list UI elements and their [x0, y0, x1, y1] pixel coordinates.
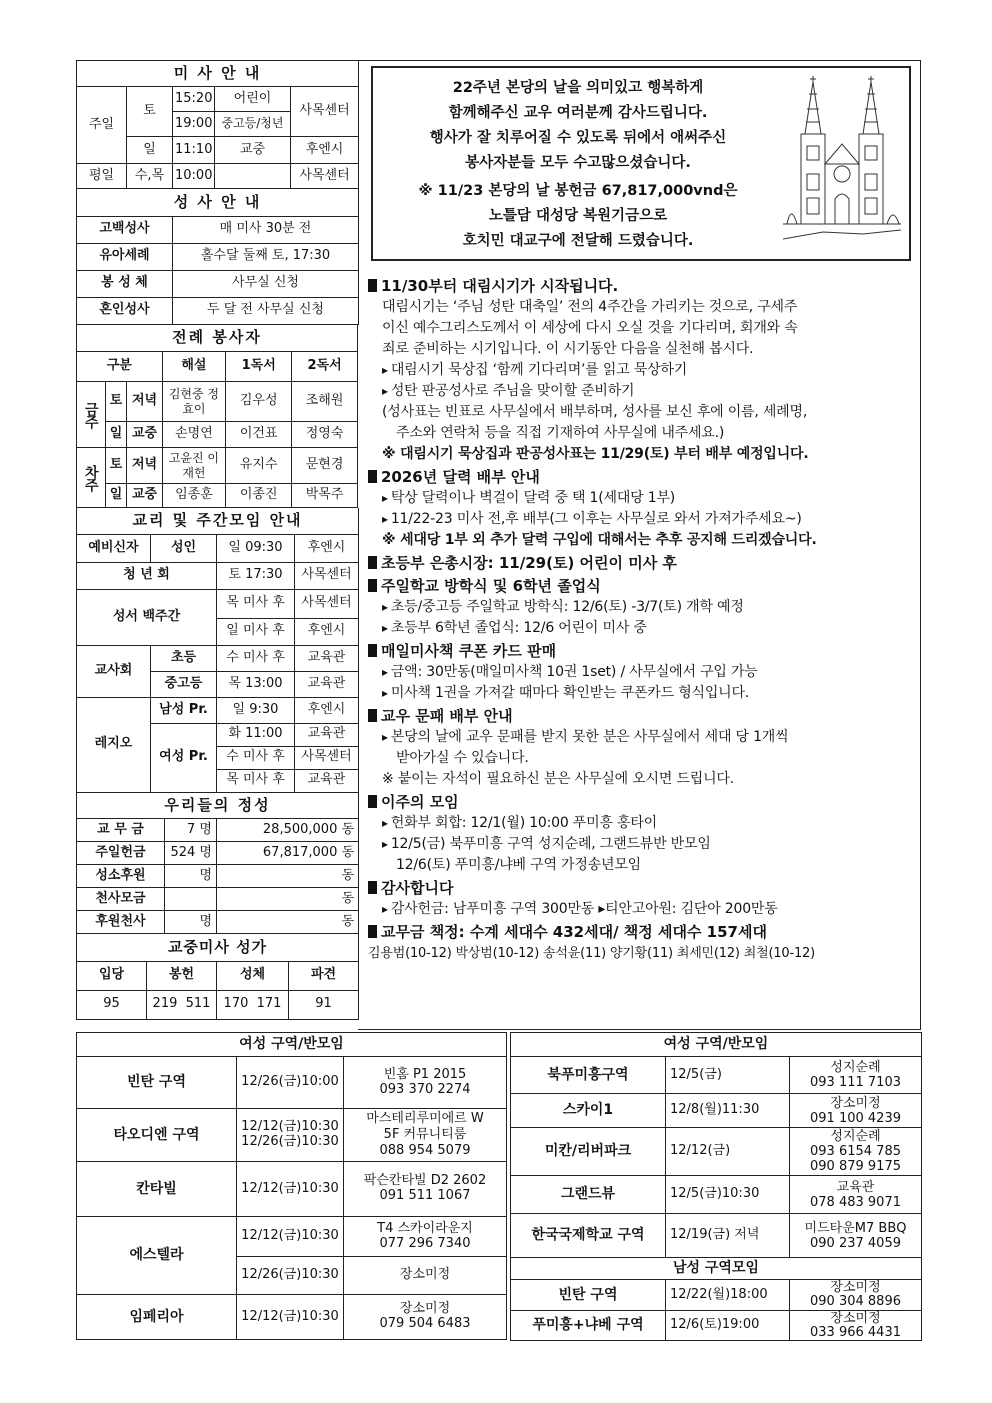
- notice-line: ※ 11/23 본당의 날 봉헌금 67,817,000vnd은: [418, 183, 738, 199]
- group-name: 푸미흥+냐베 구역: [511, 1311, 666, 1341]
- news-section-title: [368, 706, 916, 727]
- news-line: ▸ 11/22-23 미사 전,후 배부(그 이후는 사무실로 와서 가져가주세요~): [368, 509, 916, 530]
- mass-time: 19:00: [173, 112, 215, 137]
- legio-female-place: 교육관: [295, 769, 359, 792]
- square-bullet-icon: [368, 795, 377, 808]
- bible-place: 사목센터: [295, 589, 359, 618]
- notice-line: 행사가 잘 치루어질 수 있도록 뒤에서 애써주신: [429, 130, 727, 146]
- liturgy-mass: 교중: [127, 484, 162, 508]
- offering-name: 성소후원: [77, 865, 165, 888]
- group-place: 교육관: [836, 1179, 875, 1195]
- group-name: 북푸미흥구역: [511, 1057, 666, 1094]
- youth-label: 청 년 회: [77, 562, 217, 589]
- teachers-label: 교사회: [77, 645, 151, 697]
- group-place: 팍슨칸타빌 D2 2602: [363, 1173, 487, 1189]
- square-bullet-icon: [368, 881, 377, 894]
- sacrament-name: 고백성사: [77, 216, 173, 243]
- news-section-title: [368, 641, 916, 662]
- notice-text: [373, 76, 783, 254]
- teacher-time: 수 미사 후: [217, 645, 295, 671]
- legio-female-time: 화 11:00: [217, 723, 295, 746]
- legio-female-place: 사목센터: [295, 746, 359, 769]
- hymn-header: 성체: [217, 961, 289, 990]
- mass-time: 11:10: [173, 137, 215, 164]
- legio-female-time: 수 미사 후: [217, 746, 295, 769]
- offering-name: 후원천사: [77, 911, 165, 934]
- offering-amount: 67,817,000 동: [217, 842, 359, 865]
- women-groups-left: [76, 1032, 507, 1340]
- mass-who: 어린이: [215, 87, 291, 112]
- group-name: 스카이1: [511, 1094, 666, 1128]
- bible-place: 후엔시: [295, 618, 359, 645]
- liturgy-day: 일: [105, 484, 127, 508]
- meetings-table: [76, 508, 359, 793]
- liturgy-day: 토: [105, 382, 127, 422]
- news-line: ▸ 금액: 30만동(매일미사책 10권 1set) / 사무실에서 구입 가능: [368, 662, 916, 683]
- liturgy-r2: 조해원: [292, 382, 358, 422]
- mass-time: 15:20: [173, 87, 215, 112]
- notice-line: 노틀담 대성당 복원기금으로: [488, 208, 668, 224]
- group-place: 장소미정: [344, 1257, 507, 1295]
- sacrament-name: 혼인성사: [77, 297, 173, 324]
- group-phone: 093 370 2274: [379, 1081, 471, 1097]
- notice-line: 22주년 본당의 날을 의미있고 행복하게: [452, 80, 704, 96]
- legio-label: 레지오: [77, 697, 151, 792]
- adult-time: 일 09:30: [217, 534, 295, 562]
- square-bullet-icon: [368, 556, 377, 569]
- square-bullet-icon: [368, 644, 377, 657]
- notice-box: [371, 66, 911, 261]
- offering-name: 천사모금: [77, 888, 165, 911]
- group-date: 12/26(금)10:30: [237, 1257, 344, 1295]
- group-date: 12/12(금)10:30: [241, 1119, 339, 1135]
- sacrament-title: 성 사 안 내: [77, 189, 359, 216]
- news-section-title: [368, 576, 916, 597]
- group-phone: 077 296 7340: [379, 1235, 471, 1251]
- mass-who: 교중: [215, 137, 291, 164]
- group-name: 에스텔라: [77, 1217, 237, 1295]
- square-bullet-icon: [368, 470, 377, 483]
- group-date: 12/12(금)10:30: [237, 1217, 344, 1257]
- offering-name: 교 무 금: [77, 819, 165, 842]
- weekday-label: 평일: [77, 164, 127, 189]
- mass-title: 미 사 안 내: [77, 61, 359, 87]
- catechumen-label: 예비신자: [77, 534, 151, 562]
- news-title-text: 11/30부터 대림시기가 시작됩니다.: [381, 277, 619, 295]
- offering-table: [76, 793, 359, 935]
- notice-line: 함께해주신 교우 여러분께 감사드립니다.: [448, 105, 708, 121]
- meetings-title: 교리 및 주간모임 안내: [77, 508, 359, 534]
- group-name: 빈탄 구역: [77, 1057, 237, 1109]
- group-date: 12/12(금)10:30: [237, 1295, 344, 1340]
- cathedral-illustration: [783, 74, 901, 254]
- news-title-text: 매일미사책 쿠폰 카드 판매: [381, 642, 557, 660]
- group-phone: 090 879 9175: [810, 1159, 901, 1174]
- liturgy-narr: 고윤진 이재헌: [162, 448, 226, 484]
- liturgy-r1: 이건표: [226, 422, 292, 448]
- bible-label: 성서 백주간: [77, 589, 217, 645]
- sacrament-name: 유아세례: [77, 243, 173, 270]
- offering-count: 7 명: [165, 819, 217, 842]
- legio-female-label: 여성 Pr.: [151, 723, 217, 792]
- news-title-text: 교무금 책정: 수계 세대수 432세대/ 책정 세대수 157세대: [381, 923, 767, 941]
- mass-place: 사목센터: [291, 87, 359, 137]
- weekday-who: [215, 164, 291, 189]
- group-place: T4 스카이라운지: [377, 1220, 473, 1236]
- group-place: 마스테리루미에르 W: [366, 1111, 484, 1126]
- teacher-group: 초등: [151, 645, 217, 671]
- offering-amount: 동: [217, 865, 359, 888]
- offering-title: 우리들의 정성: [77, 793, 359, 819]
- group-phone: 079 504 6483: [379, 1316, 471, 1331]
- offering-name: 주일헌금: [77, 842, 165, 865]
- sacrament-value: 매 미사 30분 전: [173, 216, 359, 243]
- youth-place: 사목센터: [295, 562, 359, 589]
- news-line: 이신 예수그리스도께서 이 세상에 다시 오실 것을 기다리며, 회개와 속: [382, 320, 798, 336]
- group-date: 12/12(금): [666, 1128, 790, 1176]
- weekday-time: 10:00: [173, 164, 215, 189]
- news-title-text: 감사합니다: [381, 879, 454, 897]
- group-place: 장소미정: [830, 1095, 881, 1111]
- group-place: 장소미정: [399, 1301, 451, 1317]
- news-line: (성사표는 빈표로 사무실에서 배부하며, 성사를 보신 후에 이름, 세례명,: [382, 404, 808, 420]
- sacrament-name: 봉 성 체: [77, 270, 173, 297]
- offering-amount: 동: [217, 911, 359, 934]
- square-bullet-icon: [368, 579, 377, 592]
- hymn-header: 입당: [77, 961, 147, 990]
- group-date: 12/5(금): [666, 1057, 790, 1094]
- liturgy-r1: 유지수: [226, 448, 292, 484]
- teacher-time: 목 13:00: [217, 671, 295, 697]
- group-date: 12/26(금)10:30: [241, 1134, 339, 1149]
- sacrament-value: 사무실 신청: [173, 270, 359, 297]
- liturgy-r2: 문현경: [292, 448, 358, 484]
- group-phone: 090 237 4059: [810, 1235, 901, 1251]
- group-date: 12/26(금)10:00: [237, 1057, 344, 1109]
- liturgy-r1: 김우성: [226, 382, 292, 422]
- news-line: 받아가실 수 있습니다.: [396, 750, 529, 766]
- news-title-text: 2026년 달력 배부 안내: [381, 468, 540, 486]
- bible-time: 일 미사 후: [217, 618, 295, 645]
- square-bullet-icon: [368, 709, 377, 722]
- news-section-title: [368, 922, 916, 943]
- women-groups-right: [510, 1032, 922, 1341]
- news-title-text: 이주의 모임: [381, 793, 459, 811]
- legio-male-place: 후엔시: [295, 697, 359, 723]
- group-name: 미칸/리버파크: [511, 1128, 666, 1176]
- hymn-header: 봉헌: [147, 961, 217, 990]
- liturgy-day: 토: [105, 448, 127, 484]
- legio-female-place: 교육관: [295, 723, 359, 746]
- sun-label: 일: [127, 137, 173, 164]
- group-name: 빈탄 구역: [511, 1280, 666, 1311]
- liturgy-mass: 저녁: [127, 448, 162, 484]
- news-section-title: [368, 467, 916, 488]
- group-name: 그랜드뷰: [511, 1176, 666, 1214]
- adult-place: 후엔시: [295, 534, 359, 562]
- liturgy-title: 전례 봉사자: [77, 325, 358, 352]
- liturgy-narr: 김현중 정효이: [162, 382, 226, 422]
- hymn-value: 95: [77, 990, 147, 1019]
- hymn-header: 파견: [289, 961, 359, 990]
- hymn-value: 170 171: [217, 990, 289, 1019]
- sat-label: 토: [127, 87, 173, 137]
- group-place: 5F 커뮤니티룸: [383, 1127, 467, 1142]
- news-line: ▸ 감사헌금: 남푸미흥 구역 300만동 ▸티안고아원: 김단아 200만동: [368, 899, 916, 920]
- liturgy-narr: 손명연: [162, 422, 226, 448]
- news-section-title: [368, 276, 916, 297]
- news-line: ▸ 12/5(금) 북푸미흥 구역 성지순례, 그랜드뷰반 반모임: [368, 834, 916, 855]
- offering-count: 명: [165, 911, 217, 934]
- group-date: 12/6(토)19:00: [666, 1311, 790, 1341]
- news-line: ▸ 초등/중고등 주일학교 방학식: 12/6(토) -3/7(토) 개학 예정: [368, 597, 916, 618]
- teacher-group: 중고등: [151, 671, 217, 697]
- news-line: 김용범(10-12) 박상범(10-12) 송석윤(11) 양기황(11) 최세민(12) 최철(10-12): [368, 946, 815, 961]
- group-phone: 088 954 5079: [379, 1143, 471, 1158]
- news-line: ※ 붙이는 자석이 필요하신 분은 사무실에 오시면 드립니다.: [382, 771, 734, 787]
- liturgy-r2: 박목주: [292, 484, 358, 508]
- legio-female-time: 목 미사 후: [217, 769, 295, 792]
- news-line: 죄로 준비하는 시기입니다. 이 시기동안 다음을 실천해 봅시다.: [382, 341, 754, 357]
- liturgy-r1: 이종진: [226, 484, 292, 508]
- liturgy-r2: 정영숙: [292, 422, 358, 448]
- hymn-value: 219 511: [147, 990, 217, 1019]
- offering-count: 524 명: [165, 842, 217, 865]
- news-title-text: 초등부 은총시장: 11/29(토) 어린이 미사 후: [381, 554, 677, 572]
- legio-male-label: 남성 Pr.: [151, 697, 217, 723]
- news-line: 12/6(토) 푸미흥/냐베 구역 가정송년모임: [396, 857, 641, 873]
- sacrament-value: 두 달 전 사무실 신청: [173, 297, 359, 324]
- news-title-text: 교우 문패 배부 안내: [381, 707, 513, 725]
- liturgy-header: 1독서: [226, 352, 292, 382]
- news-line: ▸ 본당의 날에 교우 문패를 받지 못한 분은 사무실에서 세대 당 1개씩: [368, 727, 916, 748]
- weekday-place: 사목센터: [291, 164, 359, 189]
- offering-count: [165, 888, 217, 911]
- group-date: 12/12(금)10:30: [237, 1162, 344, 1217]
- teacher-place: 교육관: [295, 671, 359, 697]
- offering-count: 명: [165, 865, 217, 888]
- news-line: ▸ 성탄 판공성사로 주님을 맞이할 준비하기: [368, 381, 916, 402]
- group-date: 12/5(금)10:30: [666, 1176, 790, 1214]
- news-section: [368, 274, 916, 964]
- week2-label: 차주: [77, 448, 106, 508]
- youth-time: 토 17:30: [217, 562, 295, 589]
- liturgy-table: [76, 325, 358, 509]
- liturgy-mass: 저녁: [127, 382, 162, 422]
- hymns-table: [76, 934, 359, 1020]
- news-line: ※ 세대당 1부 외 추가 달력 구입에 대해서는 추후 공지해 드리겠습니다.: [382, 532, 817, 548]
- sacrament-value: 홀수달 둘째 토, 17:30: [173, 243, 359, 270]
- news-line: 주소와 연락처 등을 직접 기재하여 사무실에 내주세요.): [396, 425, 725, 441]
- mass-place: 후엔시: [291, 137, 359, 164]
- liturgy-header: 2독서: [292, 352, 358, 382]
- sunday-label: 주일: [77, 87, 127, 164]
- liturgy-header: 구분: [77, 352, 163, 382]
- news-line: ▸ 탁상 달력이나 벽걸이 달력 중 택 1(세대당 1부): [368, 488, 916, 509]
- group-date: 12/19(금) 저녁: [666, 1214, 790, 1258]
- mass-table: [76, 60, 359, 189]
- women-right-title: 여성 구역/반모임: [511, 1033, 922, 1057]
- group-date: 12/22(월)18:00: [666, 1280, 790, 1311]
- group-phone: 078 483 9071: [810, 1194, 901, 1210]
- week1-label: 금주: [77, 382, 106, 448]
- notice-line: 봉사자분들 모두 수고많으셨습니다.: [465, 155, 691, 171]
- teacher-place: 교육관: [295, 645, 359, 671]
- group-place: 빈홈 P1 2015: [383, 1066, 467, 1082]
- group-phone: 090 304 8896: [810, 1294, 901, 1309]
- news-section-title: [368, 878, 916, 899]
- adult-label: 성인: [151, 534, 217, 562]
- group-phone: 033 966 4431: [810, 1324, 901, 1340]
- left-column: [76, 60, 358, 1020]
- liturgy-day: 일: [105, 422, 127, 448]
- group-place: 성지순례: [830, 1060, 881, 1075]
- group-name: 한국국제학교 구역: [511, 1214, 666, 1258]
- notice-line: 호치민 대교구에 전달해 드렸습니다.: [462, 233, 694, 249]
- men-title: 남성 구역모임: [511, 1258, 922, 1280]
- bible-time: 목 미사 후: [217, 589, 295, 618]
- legio-male-time: 일 9:30: [217, 697, 295, 723]
- news-line: ▸ 미사책 1권을 가져갈 때마다 확인받는 쿠폰카드 형식입니다.: [368, 683, 916, 704]
- group-phone: 091 100 4239: [810, 1110, 901, 1126]
- offering-amount: 동: [217, 888, 359, 911]
- news-line: ※ 대림시기 묵상집과 판공성사표는 11/29(토) 부터 배부 예정입니다.: [382, 446, 809, 462]
- women-left-title: 여성 구역/반모임: [77, 1033, 507, 1057]
- news-section-title: [368, 792, 916, 813]
- liturgy-narr: 임종훈: [162, 484, 226, 508]
- mass-who: 중고등/청년: [215, 112, 291, 137]
- group-name: 타오디엔 구역: [77, 1109, 237, 1162]
- hymns-title: 교중미사 성가: [77, 934, 359, 961]
- sacrament-table: [76, 189, 359, 325]
- group-name: 임페리아: [77, 1295, 237, 1340]
- group-phone: 093 111 7103: [810, 1075, 901, 1090]
- news-title-text: 주일학교 방학식 및 6학년 졸업식: [381, 577, 601, 595]
- news-line: 대림시기는 ‘주님 성탄 대축일’ 전의 4주간을 가리키는 것으로, 구세주: [382, 299, 798, 315]
- group-place: 장소미정: [830, 1280, 881, 1295]
- news-line: ▸ 헌화부 회합: 12/1(월) 10:00 푸미흥 홍타이: [368, 813, 916, 834]
- group-phone: 091 511 1067: [379, 1188, 471, 1203]
- hymn-value: 91: [289, 990, 359, 1019]
- square-bullet-icon: [368, 925, 377, 938]
- group-date: 12/8(월)11:30: [666, 1094, 790, 1128]
- group-phone: 093 6154 785: [810, 1144, 901, 1159]
- offering-amount: 28,500,000 동: [217, 819, 359, 842]
- group-name: 칸타빌: [77, 1162, 237, 1217]
- group-place: 미드타운M7 BBQ: [804, 1220, 907, 1236]
- weekday-days: 수,목: [127, 164, 173, 189]
- group-place: 장소미정: [830, 1310, 881, 1326]
- news-line: ▸ 초등부 6학년 졸업식: 12/6 어린이 미사 중: [368, 618, 916, 639]
- square-bullet-icon: [368, 279, 377, 292]
- liturgy-header: 해설: [162, 352, 226, 382]
- news-line: ▸ 대림시기 묵상집 ‘함께 기다리며’를 읽고 묵상하기: [368, 360, 916, 381]
- group-place: 성지순례: [830, 1129, 881, 1144]
- liturgy-mass: 교중: [127, 422, 162, 448]
- news-section-title: [368, 553, 916, 574]
